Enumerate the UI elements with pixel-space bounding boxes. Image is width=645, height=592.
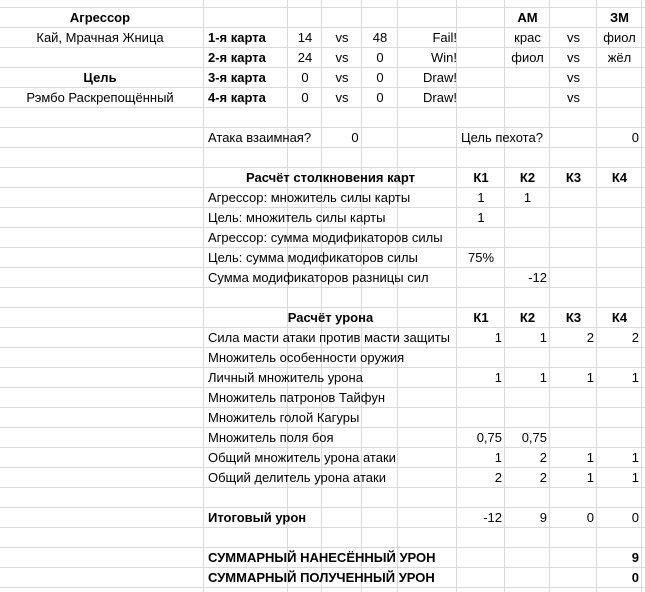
target-infantry-label[interactable]: Цель пехота? — [461, 130, 543, 145]
card-3-vs2[interactable]: vs — [567, 70, 580, 85]
mutual-attack-label[interactable]: Атака взаимная? — [208, 130, 312, 145]
damage-row-label[interactable]: Множитель особенности оружия — [208, 350, 405, 365]
card-2-result[interactable]: Win! — [431, 50, 457, 65]
damage-cell[interactable]: 1 — [631, 450, 639, 465]
damage-row-label[interactable]: Множитель патронов Тайфун — [208, 390, 386, 405]
damage-cell[interactable]: 1 — [539, 330, 547, 345]
collision-row-label[interactable]: Цель: множитель силы карты — [208, 210, 386, 225]
damage-cell[interactable]: 0,75 — [476, 430, 502, 445]
card-1-label[interactable]: 1-я карта — [208, 30, 266, 45]
card-2-am[interactable]: фиол — [511, 50, 544, 65]
damage-cell[interactable]: 0,75 — [521, 430, 547, 445]
damage-cell[interactable]: 2 — [586, 330, 594, 345]
am-header[interactable]: АМ — [517, 10, 538, 25]
collision-row-label[interactable]: Агрессор: сумма модификаторов силы — [208, 230, 443, 245]
damage-cell[interactable]: 1 — [631, 470, 639, 485]
damage-cell[interactable]: 1 — [586, 370, 594, 385]
damage-cell[interactable]: 1 — [494, 370, 502, 385]
card-3-b[interactable]: 0 — [376, 70, 384, 85]
damage-cell[interactable]: 1 — [586, 450, 594, 465]
final-damage-k3[interactable]: 0 — [586, 510, 594, 525]
collision-col-k3[interactable]: К3 — [565, 170, 582, 185]
damage-col-k1[interactable]: К1 — [473, 310, 489, 325]
final-damage-k1[interactable]: -12 — [483, 510, 502, 525]
collision-cell[interactable]: 75% — [467, 250, 495, 265]
collision-title[interactable]: Расчёт столкновения карт — [246, 170, 415, 185]
damage-row-label[interactable]: Сила масти атаки против масти защиты — [208, 330, 451, 345]
damage-cell[interactable]: 1 — [631, 370, 639, 385]
aggressor-label[interactable]: Агрессор — [69, 10, 131, 25]
collision-cell[interactable]: -12 — [528, 270, 547, 285]
collision-col-k1[interactable]: К1 — [473, 170, 489, 185]
zm-header[interactable]: ЗМ — [610, 10, 629, 25]
damage-col-k4[interactable]: К4 — [611, 310, 628, 325]
collision-cell[interactable]: 1 — [477, 190, 485, 205]
card-4-vs[interactable]: vs — [335, 90, 349, 105]
card-1-vs2[interactable]: vs — [567, 30, 580, 45]
total-received-value[interactable]: 0 — [631, 570, 639, 585]
card-1-a[interactable]: 14 — [297, 30, 313, 45]
card-2-b[interactable]: 0 — [376, 50, 384, 65]
mutual-attack-value[interactable]: 0 — [351, 130, 359, 145]
damage-cell[interactable]: 1 — [539, 370, 547, 385]
card-2-vs2[interactable]: vs — [567, 50, 580, 65]
collision-col-k2[interactable]: К2 — [519, 170, 536, 185]
card-3-label[interactable]: 3-я карта — [208, 70, 266, 85]
card-1-b[interactable]: 48 — [372, 30, 388, 45]
final-damage-k2[interactable]: 9 — [539, 510, 547, 525]
damage-row-label[interactable]: Личный множитель урона — [208, 370, 363, 385]
final-damage-label[interactable]: Итоговый урон — [208, 510, 307, 525]
card-3-a[interactable]: 0 — [301, 70, 309, 85]
total-dealt-value[interactable]: 9 — [631, 550, 639, 565]
card-4-result[interactable]: Draw! — [423, 90, 457, 105]
damage-cell[interactable]: 2 — [494, 470, 502, 485]
card-4-vs2[interactable]: vs — [567, 90, 580, 105]
card-4-label[interactable]: 4-я карта — [208, 90, 266, 105]
card-1-vs[interactable]: vs — [335, 30, 349, 45]
collision-row-label[interactable]: Сумма модификаторов разницы сил — [208, 270, 429, 285]
target-infantry-value[interactable]: 0 — [631, 130, 639, 145]
card-3-vs[interactable]: vs — [335, 70, 349, 85]
damage-cell[interactable]: 2 — [539, 450, 547, 465]
card-2-label[interactable]: 2-я карта — [208, 50, 266, 65]
collision-row-label[interactable]: Агрессор: множитель силы карты — [208, 190, 411, 205]
damage-col-k2[interactable]: К2 — [519, 310, 536, 325]
card-1-zm[interactable]: фиол — [603, 30, 636, 45]
collision-col-k4[interactable]: К4 — [611, 170, 628, 185]
damage-row-label[interactable]: Множитель поля боя — [208, 430, 334, 445]
card-2-vs[interactable]: vs — [335, 50, 349, 65]
target-name[interactable]: Рэмбо Раскрепощённый — [26, 90, 174, 105]
collision-cell[interactable]: 1 — [477, 210, 485, 225]
card-1-am[interactable]: крас — [514, 30, 541, 45]
damage-cell[interactable]: 1 — [494, 330, 502, 345]
final-damage-k4[interactable]: 0 — [631, 510, 639, 525]
aggressor-name[interactable]: Кай, Мрачная Жница — [36, 30, 164, 45]
damage-cell[interactable]: 2 — [631, 330, 639, 345]
card-2-zm[interactable]: жёл — [607, 50, 632, 65]
total-received-label[interactable]: СУММАРНЫЙ ПОЛУЧЕННЫЙ УРОН — [208, 570, 435, 585]
total-dealt-label[interactable]: СУММАРНЫЙ НАНЕСЁННЫЙ УРОН — [208, 550, 436, 565]
collision-row-label[interactable]: Цель: сумма модификаторов силы — [208, 250, 418, 265]
card-4-b[interactable]: 0 — [376, 90, 384, 105]
damage-cell[interactable]: 2 — [539, 470, 547, 485]
card-3-result[interactable]: Draw! — [423, 70, 457, 85]
damage-col-k3[interactable]: К3 — [565, 310, 582, 325]
damage-cell[interactable]: 1 — [586, 470, 594, 485]
collision-cell[interactable]: 1 — [523, 190, 532, 205]
target-label[interactable]: Цель — [83, 70, 117, 85]
damage-title[interactable]: Расчёт урона — [287, 310, 374, 325]
damage-row-label[interactable]: Общий делитель урона атаки — [208, 470, 386, 485]
damage-row-label[interactable]: Множитель голой Кагуры — [208, 410, 360, 425]
card-2-a[interactable]: 24 — [297, 50, 313, 65]
damage-cell[interactable]: 1 — [494, 450, 502, 465]
damage-row-label[interactable]: Общий множитель урона атаки — [208, 450, 396, 465]
card-4-a[interactable]: 0 — [301, 90, 309, 105]
card-1-result[interactable]: Fail! — [432, 30, 457, 45]
